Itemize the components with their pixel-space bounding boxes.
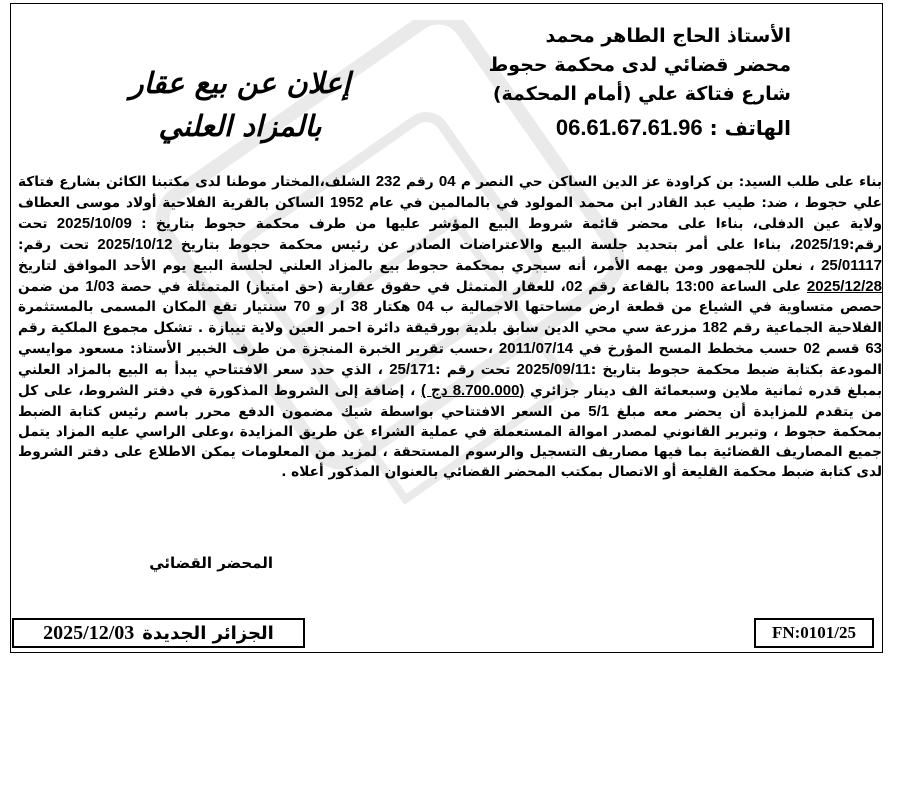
body-number: 2025/10/09 xyxy=(56,214,132,232)
body-text: ،حسب تقرير الخبرة المنجزة من طرف الخبير الأستاذ: مسعود موايسي المودعة بكتابة ضبط محكمة حجوط بتاريخ : xyxy=(18,341,882,379)
body-text: تحت رقم: xyxy=(18,236,98,253)
body-number: 63 xyxy=(865,340,882,358)
newspaper-box xyxy=(12,618,305,648)
body-text: تحت رقم : xyxy=(435,362,517,379)
body-number: 182 xyxy=(702,319,728,337)
body-number: 04 xyxy=(416,298,434,316)
body-number: 70 xyxy=(293,298,311,316)
body-number: 38 xyxy=(351,298,368,316)
body-text: سنتيار تقع المكان المسمى بالمستثمرة الفلاحية الجماعية رقم xyxy=(18,299,882,337)
body-number: 25/01117 xyxy=(821,256,882,274)
body-number: 1952 xyxy=(330,193,364,211)
bailiff-title: محضر قضائي لدى محكمة حجوط xyxy=(488,54,791,76)
body-text: ، بناءا على أمر بتحديد جلسة البيع والاعتراضات الصادر عن رئيس محكمة حجوط بتاريخ xyxy=(172,236,795,253)
body-number: 2025/19 xyxy=(794,235,849,253)
body-number: 02 xyxy=(803,340,821,358)
headline-line-1: إعلان عن بيع عقار xyxy=(129,66,351,100)
body-text: حسب مخطط المسح المؤرخ في xyxy=(573,341,804,358)
body-text: من السعر الافتتاحي بواسطة شيك مضمون الدفع محرر باسم رئيس كتابة الضبط بمحكمة حجوط ، وتبرير القانوني لمصدر اموالة المستعملة في عملية الشراء عن طريق المزايدة ،وعلى الراسي عليه المزاد يتمل جميع المصاريف القضائية بما فيها مصاريف التسجيل والرسوم المستحقة ، لمزيد من المعلومات يمكن الاطلاع على دفتر الشروط لدى كتابة ضبط محكمة القليعة أو الاتصال بمكتب المحضر القضائي بالعنوان المذكور أعلاه . xyxy=(18,403,882,480)
body-text: على الساعة xyxy=(714,278,807,295)
body-text: قسم xyxy=(820,341,866,358)
body-text: الشلف،المختار موطنا لدى مكتبنا الكائن بشارع فتاكة علي حجوط ، ضد: طيب عبد القادر ابن محمد المولود في بالمالمين في عام xyxy=(18,174,882,211)
phone-line xyxy=(461,113,791,143)
body-number: 2011/07/14 xyxy=(498,340,574,358)
body-number: 2025/10/12 xyxy=(97,235,173,253)
headline-line-2: بالمزاد العلني xyxy=(158,109,322,143)
body-number: 25/171 xyxy=(389,361,436,379)
sale-time: 13:00 xyxy=(675,277,715,295)
body-text: من ضمن حصص متساوية في الشياع من قطعة ارض مساحتها الاجمالية ب xyxy=(18,278,882,316)
body-text: الساكن بالقرية الفلاحية أولاد موسى العطاف ولاية عين الدفلى، بناءا على محضر قائمة شروط البيع المؤشر عليها من طرف محكمة حجوط بتاريخ : xyxy=(18,194,882,232)
body-text: تحت رقم: xyxy=(18,215,882,253)
body-number: 04 xyxy=(438,173,456,190)
file-number-box xyxy=(754,618,874,648)
body-number: 5/1 xyxy=(588,402,610,420)
publication-date: 2025/12/03 xyxy=(43,621,135,644)
body-text: ، للعقار المتمثل في حقوق عقارية (حق امتياز) المتمثلة في حصة xyxy=(114,278,566,295)
body-number: 2025/09/11 xyxy=(516,361,591,379)
phone-number: 06.61.67.61.96 xyxy=(555,115,703,140)
body-number: 1/03 xyxy=(85,277,115,295)
newspaper-name: الجزائر الجديدة xyxy=(142,622,274,644)
body-number: 232 xyxy=(375,173,401,190)
body-text: ار و xyxy=(310,299,352,316)
announcement-headline xyxy=(100,62,380,148)
phone-label: الهاتف : xyxy=(709,116,791,140)
bailiff-address: شارع فتاكة علي (أمام المحكمة) xyxy=(492,83,791,105)
body-text: مزرعة سي محي الدين سابق بلدية بورقيقة دائرة احمر العين ولاية تيبازة . تشكل مجموع الملكية رقم xyxy=(18,320,703,337)
bailiff-office-header xyxy=(461,22,791,143)
announcement-body xyxy=(18,172,882,483)
body-text: بناء على طلب السيد: بن كراودة عز الدين الساكن حي النصر م xyxy=(455,174,882,190)
body-text: هكتار xyxy=(367,299,417,316)
body-number: 02 xyxy=(565,277,583,295)
sale-date: 2025/12/28 xyxy=(806,277,882,295)
signature-label: المحضر القضائي xyxy=(149,554,273,572)
body-text: بالقاعة رقم xyxy=(582,278,676,295)
body-text: رقم xyxy=(400,174,439,190)
bailiff-name: الأستاذ الحاج الطاهر محمد xyxy=(545,25,791,47)
body-text: ، الذي حدد سعر الافتتاحي يبدأ به البيع بالمزاد العلني بمبلغ قدره ثمانية ملاين وسبعمائة الف دينار جزائري xyxy=(18,362,882,400)
file-number: FN:0101/25 xyxy=(771,623,857,642)
opening-price: (8.700.000 دج ) xyxy=(421,382,525,400)
body-text: ، إضافة إلى الشروط المذكورة في دفتر الشروط، على كل من يتقدم للمزايدة أن يحضر معه مبلغ xyxy=(18,383,882,420)
body-text: ، نعلن للجمهور ومن يهمه الأمر، أنه سيجري بمحكمة حجوط بيع بالمزاد العلني لجلسة البيع يوم الأحد الموافق لتاريخ xyxy=(18,257,822,274)
